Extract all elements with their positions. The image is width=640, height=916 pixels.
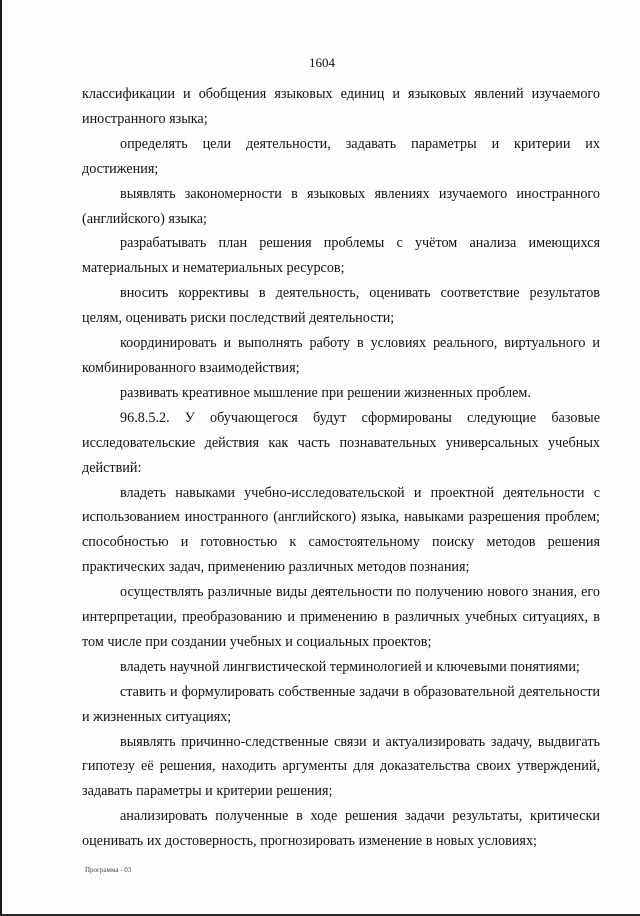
document-body (82, 82, 600, 854)
page-footer: Программа - 03 (85, 866, 132, 874)
paragraph: владеть научной лингвистической терминологией и ключевыми понятиями; (120, 658, 580, 675)
paragraph: классификации и обобщения языковых единиц и языковых явлений изучаемого иностранного языка; (82, 86, 600, 127)
paragraph: координировать и выполнять работу в условиях реального, виртуального и комбинированного взаимодействия; (82, 335, 600, 376)
paragraph: вносить коррективы в деятельность, оценивать соответствие результатов целям, оценивать риски последствий деятельности; (82, 285, 600, 327)
page-number: 1604 (309, 55, 335, 70)
section-paragraph: 96.8.5.2. У обучающегося будут сформированы следующие базовые исследовательские действия как часть познавательных универсальных учебных действий: (82, 409, 600, 476)
paragraph: владеть навыками учебно-исследовательской и проектной деятельности с использованием иностранного (английского) языка, навыками разрешения проблем; способностью и готовностью к самостоятельному поиску методов решения практических задач, применению различных методов познания; (82, 484, 600, 576)
paragraph: разрабатывать план решения проблемы с учётом анализа имеющихся материальных и нематериальных ресурсов; (82, 235, 600, 277)
paragraph: выявлять причинно-следственные связи и актуализировать задачу, выдвигать гипотезу её решения, находить аргументы для доказательства своих утверждений, задавать параметры и критерии решения; (82, 733, 600, 800)
paragraph: выявлять закономерности в языковых явлениях изучаемого иностранного (английского) языка; (82, 185, 600, 227)
paragraph: развивать креативное мышление при решении жизненных проблем. (120, 384, 531, 401)
paragraph: анализировать полученные в ходе решения задачи результаты, критически оценивать их достоверность, прогнозировать изменение в новых условиях; (82, 808, 600, 850)
paragraph: определять цели деятельности, задавать параметры и критерии их достижения; (82, 135, 600, 177)
paragraph: осуществлять различные виды деятельности по получению нового знания, его интерпретации, преобразованию и применению в различных учебных ситуациях, в том числе при создании учебных и социальных проектов; (82, 584, 600, 650)
paragraph: ставить и формулировать собственные задачи в образовательной деятельности и жизненных ситуациях; (82, 683, 600, 725)
